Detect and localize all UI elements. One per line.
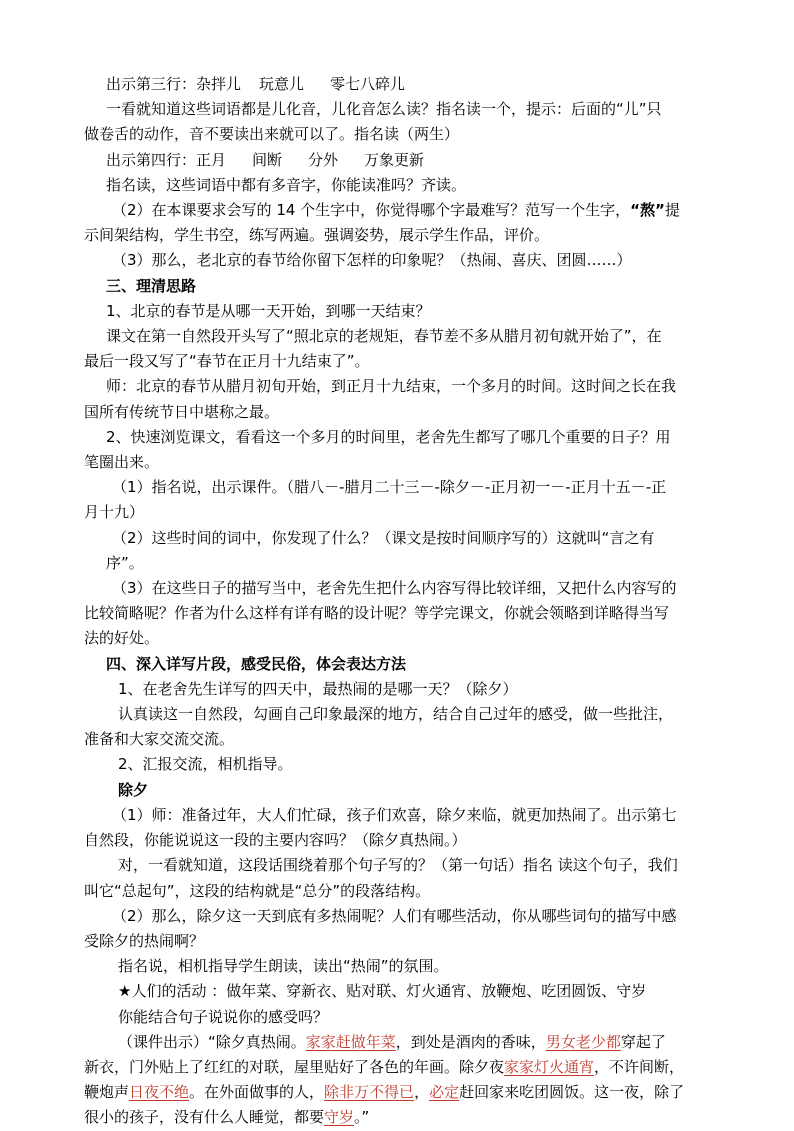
text-line: 比较简略呢？作者为什么这样有详有略的设计呢？等学完课文，你就会领略到详略得当写	[84, 604, 670, 623]
text-line: 2、汇报交流，相机指导。	[118, 755, 293, 774]
highlighted-phrase: 男女老少都	[545, 1032, 621, 1051]
text-line: 出示第三行：杂拌儿 玩意儿 零七八碎儿	[106, 75, 406, 93]
text-line: 做卷舌的动作，音不要读出来就可以了。指名读（两生）	[84, 125, 460, 144]
text-line: （3）那么，老北京的春节给你留下怎样的印象呢？（热闹、喜庆、团圆……）	[112, 251, 632, 270]
highlighted-phrase: 除非万不得已	[324, 1083, 415, 1102]
text-line: 国所有传统节日中堪称之最。	[84, 402, 280, 421]
text-line: 法的好处。	[84, 629, 160, 648]
text-line: 一看就知道这些词语都是儿化音，儿化音怎么读？指名读一个，提示：后面的“儿”只	[106, 100, 662, 119]
text-line: 2、快速浏览课文，看看这一个多月的时间里，老舍先生都写了哪几个重要的日子？用	[106, 427, 671, 446]
text-line: 指名说，相机指导学生朗读，读出“热闹”的氛围。	[118, 957, 449, 976]
text-line: 指名读，这些词语中都有多音字，你能读准吗？齐读。	[106, 175, 467, 194]
text-line: 1、在老舍先生详写的四天中，最热闹的是哪一天？（除夕）	[118, 679, 518, 698]
highlighted-phrase: 必定	[429, 1083, 460, 1102]
text-line: 序”。	[106, 553, 144, 572]
text-line: 受除夕的热闹啊？	[84, 931, 205, 950]
text-line: 鞭炮声日夜不绝。在外面做事的人，除非万不得已，必定赶回家来吃团圆饭。这一夜，除了	[84, 1083, 685, 1102]
text-line: （2）在本课要求会写的 14 个生字中，你觉得哪个字最难写？范写一个生字，“熬”提	[112, 201, 680, 220]
highlighted-phrase: 日夜不绝	[129, 1083, 190, 1102]
text-line: 课文在第一自然段开头写了“照北京的老规矩，春节差不多从腊月初旬就开始了”，在	[106, 327, 662, 346]
text-line: 你能结合句子说说你的感受吗？	[118, 1007, 329, 1026]
highlighted-phrase: 家家赶做年菜	[305, 1032, 396, 1051]
text-line: 1、北京的春节是从哪一天开始，到哪一天结束？	[106, 301, 431, 320]
text-line: （3）在这些日子的描写当中，老舍先生把什么内容写得比较详细，又把什么内容写的	[112, 579, 677, 598]
text-line: 准备和大家交流交流。	[84, 730, 235, 749]
text-line: 对，一看就知道，这段话围绕着那个句子写的？（第一句话）指名 读这个句子，我们	[118, 856, 678, 875]
text-line: （1）师：准备过年，大人们忙碌，孩子们欢喜，除夕来临，就更加热闹了。出示第七	[112, 805, 677, 824]
text-line: 新衣，门外贴上了红红的对联，屋里贴好了各色的年画。除夕夜家家灯火通宵，不许间断，	[84, 1057, 685, 1076]
text-line: 叫它“总起句”，这段的结构就是“总分”的段落结构。	[84, 881, 431, 900]
text-line: （2）那么，除夕这一天到底有多热闹呢？人们有哪些活动，你从哪些词句的描写中感	[112, 906, 677, 925]
text-line: （2）这些时间的词中，你发现了什么？（课文是按时间顺序写的）这就叫“言之有	[112, 528, 655, 547]
subheading: 除夕	[118, 780, 149, 799]
text-line: 月十九）	[84, 503, 145, 522]
text-line: （1）指名说，出示课件。（腊八－-腊月二十三－-除夕－-正月初一－-正月十五－-正	[112, 478, 667, 497]
section-heading: 三、理清思路	[106, 276, 197, 295]
text-line: ★人们的活动 ：做年菜、穿新衣、贴对联、灯火通宵、放鞭炮、吃团圆饭、守岁	[118, 982, 647, 1001]
text-line: （课件出示）“除夕真热闹。家家赶做年菜，到处是酒肉的香味，男女老少都穿起了	[118, 1032, 666, 1051]
text-line: 自然段，你能说说这一段的主要内容吗？（除夕真热闹。）	[84, 831, 467, 850]
text-line: 示间架结构，学生书空，练写两遍。强调姿势，展示学生作品，评价。	[84, 226, 550, 245]
highlighted-phrase: 家家灯火通宵	[504, 1057, 595, 1076]
text-line: 师：北京的春节从腊月初旬开始，到正月十九结束，一个多月的时间。这时间之长在我	[106, 377, 677, 396]
text-line: 最后一段又写了“春节在正月十九结束了”。	[84, 352, 370, 371]
bold-character: “熬”	[630, 201, 665, 220]
text-line: 认真读这一自然段，勾画自己印象最深的地方，结合自己过年的感受，做一些批注，	[118, 705, 674, 724]
text-line: 出示第四行：正月 间断 分外 万象更新	[106, 150, 425, 169]
text-line: 很小的孩子，没有什么人睡觉，都要守岁。”	[84, 1108, 370, 1127]
text-line: 笔圈出来。	[84, 453, 160, 472]
section-heading: 四、深入详写片段，感受民俗，体会表达方法	[106, 654, 407, 673]
document-page	[84, 72, 724, 1131]
highlighted-phrase: 守岁	[324, 1108, 355, 1127]
